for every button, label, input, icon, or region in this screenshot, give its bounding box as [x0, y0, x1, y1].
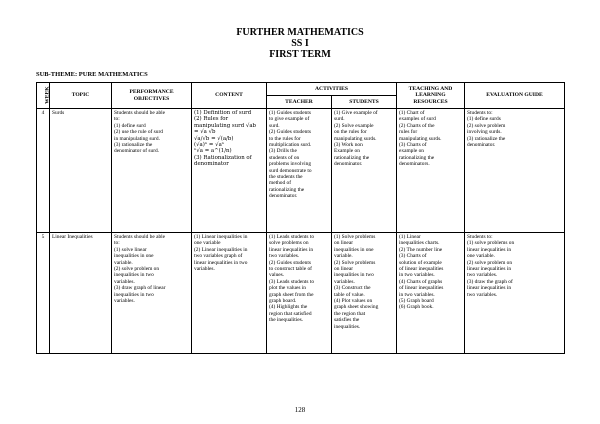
- cell-text-line: graph sheet showing: [334, 304, 379, 311]
- cell-text-line: graph board.: [269, 298, 297, 305]
- cell-text-line: (1) Give example of: [334, 110, 378, 116]
- header-resources: TEACHING AND LEARNING RESOURCES: [397, 83, 465, 109]
- cell-text-line: on linear: [334, 266, 354, 273]
- cell-text-line: (2) Solve example: [334, 122, 374, 129]
- cell-text-line: (5) Graph board: [399, 298, 434, 305]
- curriculum-table: [36, 82, 565, 354]
- cell-text-line: variable.: [114, 259, 133, 266]
- cell-text-line: linear inequalities in: [269, 246, 314, 253]
- cell-text-line: manipulating surds.: [334, 135, 377, 142]
- cell-text-line: one variable.: [467, 253, 495, 260]
- cell-text-line: variables.: [194, 266, 215, 273]
- cell-text-line: solve problems on: [269, 240, 309, 247]
- cell-text-line: (1) Leads students to: [269, 234, 315, 240]
- page-number: 128: [294, 406, 306, 414]
- table-row: [37, 109, 565, 233]
- cell-text-line: (1) Linear inequalities in: [194, 234, 248, 240]
- cell-text-line: the inequalities.: [269, 317, 304, 324]
- cell-text-line: inequalities.: [334, 323, 361, 330]
- cell-text-line: variables.: [334, 278, 355, 285]
- cell-text-line: (3) draw graph of linear: [114, 285, 166, 292]
- cell-text-line: to:: [114, 116, 120, 123]
- cell-text-line: (1) Linear: [399, 234, 421, 240]
- cell-text-line: inequalities in two: [334, 272, 374, 279]
- cell-text-line: region that satisfied: [269, 310, 312, 317]
- cell-text-line: (2) Charts of the: [399, 122, 435, 129]
- cell-text-line: (1) Solve problems: [334, 234, 376, 240]
- document-title: [0, 27, 600, 60]
- cell-text-line: the region that: [334, 310, 366, 317]
- cell-text-line: of linear inequalities: [399, 266, 444, 273]
- cell-text-line: rationalizing the: [334, 154, 370, 161]
- title-line-class: SS I: [291, 38, 309, 49]
- cell-text-line: inequalities in one: [114, 253, 154, 260]
- cell-text-line: graph sheet from the: [269, 291, 314, 298]
- cell-text-line: (2) Rules for: [194, 116, 229, 123]
- cell-text-line: (3) Charts of: [399, 142, 427, 149]
- cell-text-line: examples of surd: [399, 116, 436, 123]
- cell-text-line: denominator.: [269, 193, 298, 200]
- cell-text-line: denominator: [194, 161, 229, 168]
- header-content: CONTENT: [192, 83, 267, 109]
- cell-text-line: = √a √b: [194, 129, 216, 136]
- cell-topic: Surds: [50, 109, 112, 233]
- cell-text-line: on linear: [334, 240, 354, 247]
- cell-text-line: the students the: [269, 174, 303, 181]
- cell-text-line: table of value.: [334, 291, 365, 298]
- cell-text-line: denominator.: [467, 142, 496, 149]
- cell-text-line: (3) Work non: [334, 142, 363, 149]
- cell-teacher: [267, 109, 332, 233]
- cell-text-line: manipulating surd √ab: [194, 122, 256, 129]
- cell-content: [192, 109, 267, 233]
- cell-text-line: to:: [114, 240, 120, 247]
- header-activities: ACTIVITIES: [267, 83, 397, 96]
- subtheme-label: SUB-THEME: PURE MATHEMATICS: [36, 71, 148, 78]
- cell-text-line: example on: [399, 148, 424, 155]
- cell-text-line: (3) rationalize the: [114, 142, 153, 149]
- cell-text-line: to the rules for: [269, 135, 301, 142]
- cell-text-line: Example on: [334, 148, 360, 155]
- cell-text-line: rules for: [399, 129, 418, 136]
- cell-evaluation: [465, 233, 565, 354]
- cell-text-line: solution of example: [399, 259, 442, 266]
- cell-week: 5: [37, 233, 50, 354]
- cell-text-line: (3) draw the graph of: [467, 278, 513, 285]
- header-week: WEEK: [37, 83, 50, 109]
- cell-text-line: (2) solve problem on: [467, 259, 513, 266]
- cell-students: [332, 233, 397, 354]
- cell-text-line: inequalities in two: [114, 291, 154, 298]
- cell-text-line: problems involving: [269, 161, 312, 168]
- cell-text-line: surd.: [334, 116, 345, 123]
- cell-text-line: Students should be able: [114, 234, 166, 240]
- cell-evaluation: [465, 109, 565, 233]
- cell-text-line: rationalizing the: [269, 186, 305, 193]
- cell-text-line: (2) Guides students: [269, 259, 311, 266]
- cell-text-line: (1) Definition of surd: [194, 110, 252, 116]
- cell-text-line: (2) solve problem: [467, 122, 506, 129]
- cell-text-line: (1) Chart of: [399, 110, 425, 116]
- cell-text-line: surd.: [269, 122, 280, 129]
- cell-text-line: (2) Guides students: [269, 129, 311, 136]
- cell-text-line: multiplication surd.: [269, 142, 312, 149]
- cell-text-line: denominator.: [334, 161, 363, 168]
- cell-text-line: two variables.: [467, 291, 498, 298]
- cell-text-line: (3) Drills the: [269, 148, 297, 155]
- cell-text-line: one variable: [194, 240, 221, 247]
- cell-text-line: (2) Solve problems: [334, 259, 376, 266]
- cell-text-line: Students should be able: [114, 110, 166, 116]
- cell-text-line: (4) Plot values on: [334, 298, 373, 305]
- cell-text-line: two variables.: [269, 253, 300, 260]
- cell-text-line: inequalities in two: [114, 272, 154, 279]
- cell-text-line: (4) Charts of graphs: [399, 278, 443, 285]
- cell-text-line: manipulating surds.: [399, 135, 442, 142]
- cell-text-line: Students to:: [467, 234, 493, 240]
- cell-text-line: variables.: [114, 278, 135, 285]
- cell-text-line: on the rules for: [334, 129, 367, 136]
- cell-text-line: method of: [269, 180, 292, 187]
- cell-week: 4: [37, 109, 50, 233]
- title-line-term: FIRST TERM: [269, 49, 331, 60]
- cell-text-line: rationalizing the: [399, 154, 435, 161]
- cell-text-line: in two variables.: [399, 272, 435, 279]
- cell-text-line: linear inequalities in two: [194, 259, 248, 266]
- cell-students: [332, 109, 397, 233]
- cell-text-line: (1) define surds: [467, 116, 501, 123]
- cell-text-line: (2) The number line: [399, 246, 443, 253]
- cell-text-line: (3) Leads students to: [269, 278, 315, 285]
- cell-text-line: (3) Rationalization of: [194, 154, 252, 161]
- cell-text-line: variable.: [334, 253, 353, 260]
- cell-topic: Linear Inequalities: [50, 233, 112, 354]
- cell-text-line: surd demonstrate to: [269, 167, 312, 174]
- cell-text-line: denominators.: [399, 161, 430, 168]
- cell-resources: [397, 233, 465, 354]
- cell-text-line: to give example of: [269, 116, 310, 123]
- header-students: STUDENTS: [332, 96, 397, 109]
- cell-text-line: (1) define surd: [114, 122, 146, 129]
- title-line-subject: FURTHER MATHEMATICS: [236, 27, 364, 38]
- cell-text-line: (1) solve problems on: [467, 240, 515, 247]
- cell-text-line: (3) Construct the: [334, 285, 371, 292]
- cell-text-line: in manipulating surd.: [114, 135, 160, 142]
- header-evaluation: EVALUATION GUIDE: [465, 83, 565, 109]
- header-topic: TOPIC: [50, 83, 112, 109]
- cell-text-line: (3) Charts of: [399, 253, 427, 260]
- cell-text-line: (6) Graph book.: [399, 304, 434, 311]
- cell-text-line: linear inequalities in: [467, 285, 512, 292]
- cell-text-line: ⁿ√a = a^(1/n): [194, 148, 232, 155]
- cell-text-line: inequalities charts.: [399, 240, 440, 247]
- cell-text-line: (4) Highlights the: [269, 304, 308, 311]
- cell-text-line: values.: [269, 272, 285, 279]
- cell-text-line: variables.: [114, 298, 135, 305]
- cell-text-line: (3) rationalize the: [467, 135, 506, 142]
- cell-text-line: (1) solve linear: [114, 246, 147, 253]
- cell-text-line: (1) Guides students: [269, 110, 311, 116]
- cell-performance: [112, 233, 192, 354]
- cell-text-line: to construct table of: [269, 266, 312, 273]
- cell-resources: [397, 109, 465, 233]
- cell-text-line: in two variables.: [399, 291, 435, 298]
- cell-text-line: denominator of surd.: [114, 148, 160, 155]
- header-teacher: TEACHER: [267, 96, 332, 109]
- cell-performance: [112, 109, 192, 233]
- cell-text-line: (2) Linear inequalities in: [194, 246, 248, 253]
- cell-text-line: linear inequalities in: [467, 246, 512, 253]
- cell-text-line: √a/√b = √(a/b): [194, 135, 234, 142]
- cell-text-line: involving surds.: [467, 129, 502, 136]
- cell-text-line: students of on: [269, 154, 300, 161]
- header-performance-objectives: PERFORMANCE OBJECTIVES: [112, 83, 192, 109]
- cell-text-line: (2) solve problem on: [114, 266, 160, 273]
- cell-text-line: (√a)ⁿ = √aⁿ: [194, 142, 225, 149]
- cell-text-line: plot the values in: [269, 285, 306, 292]
- cell-text-line: satisfies the: [334, 317, 360, 324]
- cell-text-line: of linear inequalities: [399, 285, 444, 292]
- cell-text-line: two variables graph of: [194, 253, 243, 260]
- cell-text-line: two variables.: [467, 272, 498, 279]
- table-row: [37, 233, 565, 354]
- cell-text-line: (2) use the rule of surd: [114, 129, 163, 136]
- cell-content: [192, 233, 267, 354]
- cell-teacher: [267, 233, 332, 354]
- cell-text-line: inequalities in one: [334, 246, 374, 253]
- cell-text-line: Students to:: [467, 110, 493, 116]
- cell-text-line: linear inequalities in: [467, 266, 512, 273]
